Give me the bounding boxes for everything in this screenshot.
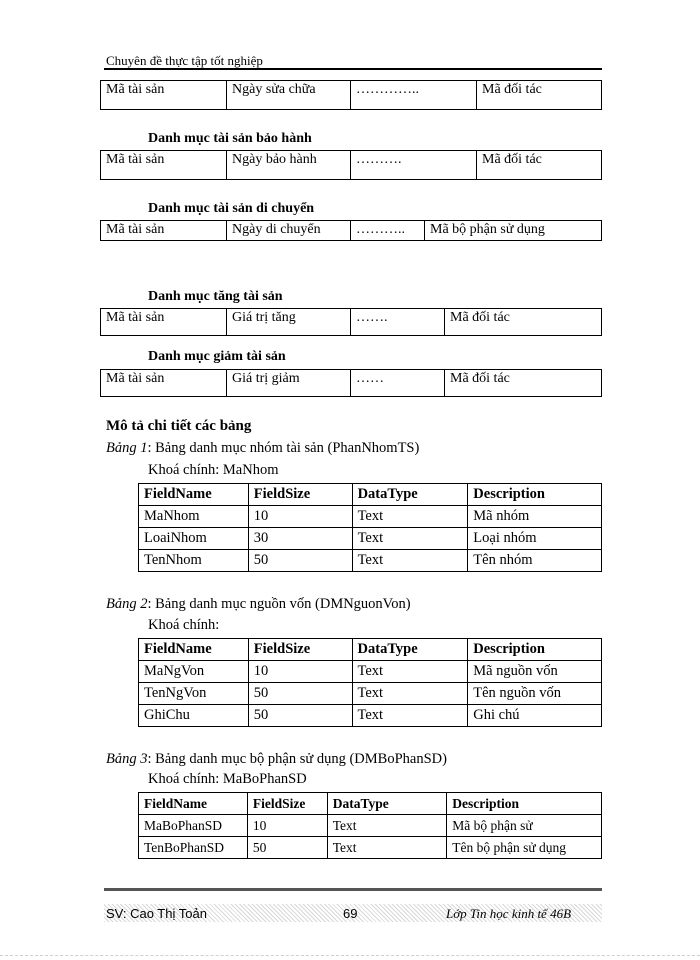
table-2-caption-label: Bảng 2 — [106, 596, 148, 612]
strip-cell: ……. — [351, 309, 445, 335]
strip-cell: Mã tài sản — [101, 370, 227, 396]
column-header: DataType — [327, 793, 447, 815]
table-header-row — [139, 484, 602, 506]
table-cell: Text — [352, 705, 468, 727]
table-cell: LoaiNhom — [139, 528, 249, 550]
table-cell: Tên nhóm — [468, 550, 602, 572]
column-header: FieldName — [139, 639, 249, 661]
table-cell: TenBoPhanSD — [139, 837, 248, 859]
strip-cell: ………….. — [351, 81, 477, 109]
strip-cell: Mã đối tác — [482, 82, 542, 97]
strip-cell: ………. — [351, 151, 477, 179]
warranty-section-title: Danh mục tài sản bảo hành — [148, 131, 312, 146]
table-row — [139, 837, 602, 859]
table-cell: MaNgVon — [139, 661, 249, 683]
strip-cell: Mã tài sản — [101, 221, 227, 240]
table-2-primary-key: Khoá chính: — [148, 617, 220, 633]
strip-cell: Giá trị tăng — [227, 309, 351, 335]
column-header: Description — [468, 639, 602, 661]
footer-class: Lớp Tin học kinh tế 46B — [446, 906, 572, 921]
table-cell: TenNgVon — [139, 683, 249, 705]
strip-cell: Mã tài sản — [101, 81, 227, 109]
strip-cell: Mã bộ phận sử dụng — [430, 222, 545, 237]
column-header: FieldSize — [248, 484, 352, 506]
column-header: FieldSize — [247, 793, 327, 815]
table-cell: Loại nhóm — [468, 528, 602, 550]
decrease-section-title: Danh mục giảm tài sản — [148, 349, 286, 364]
table-row — [139, 550, 602, 572]
table-1-caption-label: Bảng 1 — [106, 440, 148, 456]
table-cell: 10 — [248, 661, 352, 683]
table-row — [139, 815, 602, 837]
strip-cell: Mã tài sản — [101, 309, 227, 335]
table-cell: Text — [352, 661, 468, 683]
column-header: FieldName — [139, 793, 248, 815]
footer-rule — [104, 888, 602, 891]
column-header: Description — [447, 793, 602, 815]
table-row — [139, 506, 602, 528]
table-cell: 10 — [247, 815, 327, 837]
table-cell: TenNhom — [139, 550, 249, 572]
strip-cell: ……….. — [351, 221, 425, 240]
table-cell: Mã nhóm — [468, 506, 602, 528]
column-header: FieldName — [139, 484, 249, 506]
table-cell: Text — [352, 550, 468, 572]
table-cell: Text — [352, 506, 468, 528]
strip-cell: Mã đối tác — [482, 152, 542, 167]
table-row — [139, 528, 602, 550]
table-cell: 30 — [248, 528, 352, 550]
table-cell: 50 — [247, 837, 327, 859]
table-cell: 10 — [248, 506, 352, 528]
transfer-section-title: Danh mục tài sản di chuyển — [148, 201, 315, 216]
strip-cell: Mã đối tác — [450, 310, 510, 325]
table-cell: Text — [327, 837, 447, 859]
table-2-caption-text: : Bảng danh mục nguồn vốn (DMNguonVon) — [147, 596, 411, 612]
table-cell: GhiChu — [139, 705, 249, 727]
strip-cell: Mã tài sản — [101, 151, 227, 179]
table-cell: 50 — [248, 683, 352, 705]
table-header-row — [139, 793, 602, 815]
increase-fields-strip — [100, 308, 602, 336]
page-number: 69 — [343, 906, 358, 921]
strip-cell: Mã đối tác — [450, 371, 510, 386]
column-header: DataType — [352, 639, 468, 661]
table-cell: Tên nguồn vốn — [468, 683, 602, 705]
table-1-caption-text: : Bảng danh mục nhóm tài sản (PhanNhomTS) — [147, 440, 420, 456]
column-header: DataType — [352, 484, 468, 506]
table-2-caption — [106, 596, 411, 613]
table-3 — [138, 792, 602, 859]
table-1-primary-key: Khoá chính: MaNhom — [148, 462, 279, 478]
page-edge — [0, 955, 700, 956]
table-cell: Text — [352, 528, 468, 550]
repair-fields-strip — [100, 80, 602, 110]
strip-cell: …… — [351, 370, 445, 396]
warranty-fields-strip — [100, 150, 602, 180]
header-rule — [104, 68, 602, 70]
table-3-caption-label: Bảng 3 — [106, 751, 148, 767]
table-cell: Tên bộ phận sử dụng — [447, 837, 602, 859]
strip-cell: Ngày sửa chữa — [227, 81, 351, 109]
table-3-caption-text: : Bảng danh mục bộ phận sử dụng (DMBoPhanSD) — [147, 751, 447, 767]
table-3-caption — [106, 751, 447, 768]
increase-section-title: Danh mục tăng tài sản — [148, 289, 283, 304]
strip-cell: Ngày di chuyển — [227, 221, 351, 240]
transfer-fields-strip — [100, 220, 602, 241]
table-row — [139, 661, 602, 683]
table-cell: Mã bộ phận sử — [447, 815, 602, 837]
table-row — [139, 683, 602, 705]
table-cell: Text — [327, 815, 447, 837]
table-cell: 50 — [248, 550, 352, 572]
column-header: Description — [468, 484, 602, 506]
table-3-primary-key: Khoá chính: MaBoPhanSD — [148, 771, 307, 787]
column-header: FieldSize — [248, 639, 352, 661]
table-cell: MaBoPhanSD — [139, 815, 248, 837]
decrease-fields-strip — [100, 369, 602, 397]
table-cell: MaNhom — [139, 506, 249, 528]
table-cell: Text — [352, 683, 468, 705]
table-1 — [138, 483, 602, 572]
page-header-title: Chuyên đề thực tập tốt nghiệp — [106, 53, 263, 68]
table-cell: Mã nguồn vốn — [468, 661, 602, 683]
footer-student: SV: Cao Thị Toản — [106, 906, 207, 921]
strip-cell: Giá trị giảm — [227, 370, 351, 396]
table-cell: 50 — [248, 705, 352, 727]
details-heading: Mô tả chi tiết các bảng — [106, 418, 252, 434]
table-row — [139, 705, 602, 727]
table-cell: Ghi chú — [468, 705, 602, 727]
table-1-caption — [106, 440, 419, 457]
table-2 — [138, 638, 602, 727]
strip-cell: Ngày bảo hành — [227, 151, 351, 179]
table-header-row — [139, 639, 602, 661]
